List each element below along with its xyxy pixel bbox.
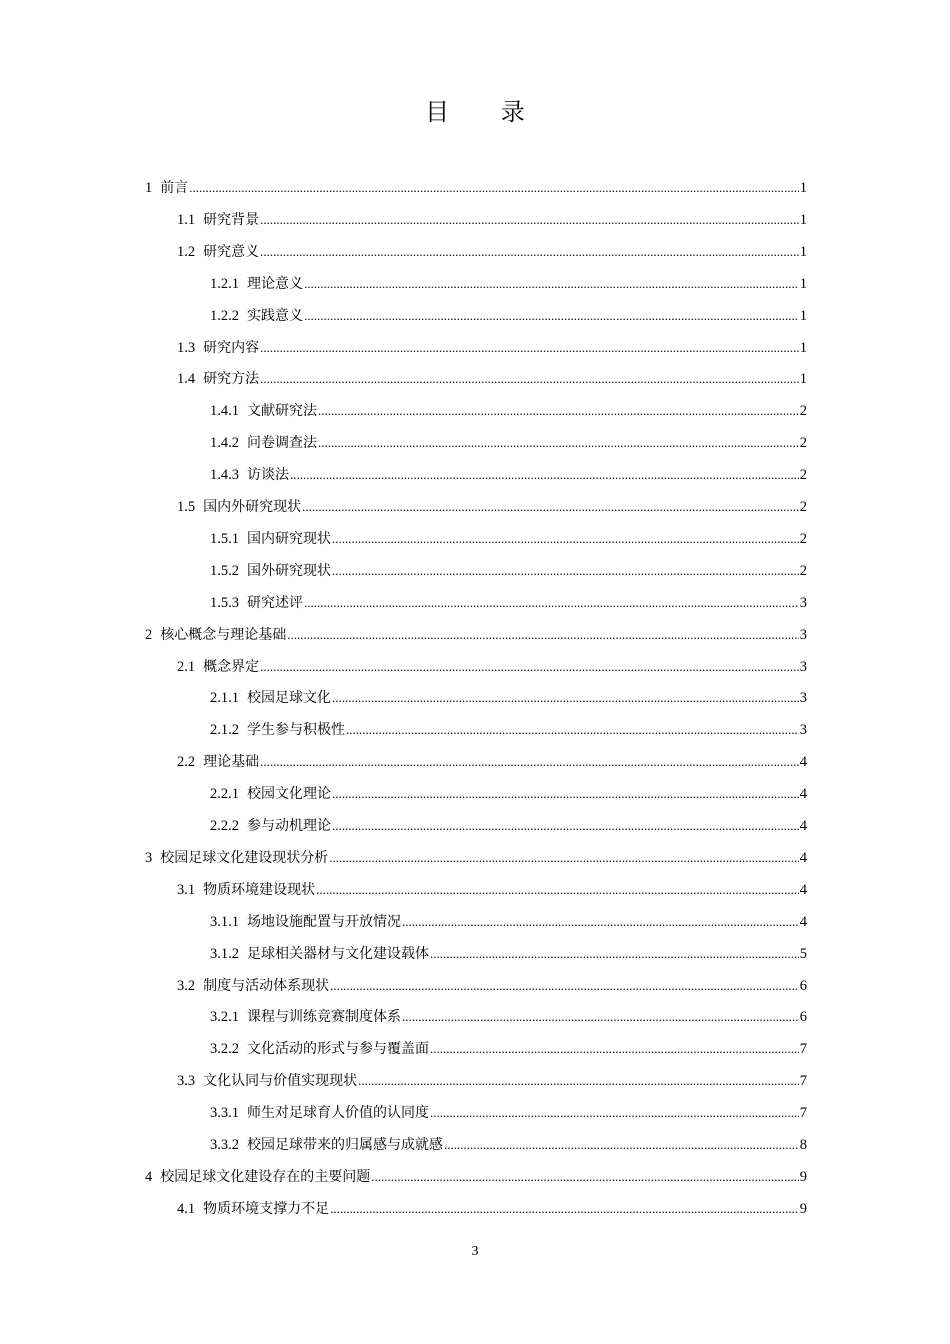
toc-leader-dots (260, 334, 799, 362)
toc-entry-title: 文化活动的形式与参与覆盖面 (247, 1041, 429, 1058)
toc-leader-dots (332, 780, 799, 808)
toc-entry-page: 2 (799, 499, 807, 515)
toc-entry-title: 校园文化理论 (247, 786, 331, 803)
toc-entry-page: 2 (799, 435, 807, 452)
toc-entry-title: 前言 (160, 180, 189, 196)
toc-entry-number: 3.3.2 (210, 1137, 239, 1153)
toc-entry-number: 3.3.1 (210, 1105, 239, 1122)
toc-entry-number: 3.2 (177, 977, 196, 994)
toc-entry[interactable] (177, 238, 807, 266)
toc-entry[interactable] (177, 334, 807, 362)
toc-leader-dots (304, 589, 799, 617)
toc-entry-page: 1 (799, 180, 807, 196)
toc-entry[interactable] (210, 461, 807, 489)
toc-entry[interactable] (210, 940, 807, 968)
toc-leader-dots (330, 1195, 799, 1223)
toc-entry-page: 2 (799, 562, 807, 579)
toc-entry-title: 校园足球文化建设现状分析 (160, 849, 329, 866)
toc-entry[interactable] (210, 302, 807, 330)
toc-entry-page: 4 (799, 786, 807, 803)
toc-entry[interactable] (210, 1099, 807, 1127)
toc-entry[interactable] (177, 972, 807, 1000)
toc-leader-dots (430, 1035, 799, 1063)
toc-leader-dots (318, 397, 799, 425)
toc-entry-page: 9 (799, 1200, 807, 1217)
toc-entry[interactable] (210, 1003, 807, 1031)
toc-entry[interactable] (177, 365, 807, 393)
toc-entry-title: 研究述评 (247, 594, 303, 611)
toc-leader-dots (304, 270, 799, 298)
toc-entry-title: 理论基础 (203, 754, 260, 771)
toc-entry-title: 校园足球带来的归属感与成就感 (247, 1137, 443, 1153)
toc-entry-title: 课程与训练竞赛制度体系 (247, 1009, 401, 1026)
toc-entry-number: 4 (145, 1168, 153, 1185)
toc-entry[interactable] (177, 1067, 807, 1095)
toc-entry-page: 4 (799, 818, 807, 834)
toc-entry-title: 文化认同与价值实现现状 (203, 1073, 358, 1090)
toc-entry-page: 1 (799, 339, 807, 356)
toc-entry-number: 1.2.2 (210, 307, 239, 324)
toc-entry-number: 1.2.1 (210, 275, 239, 292)
toc-entry-page: 4 (799, 849, 807, 866)
toc-entry-page: 4 (799, 754, 807, 771)
toc-entry-title: 概念界定 (203, 658, 260, 675)
toc-leader-dots (260, 238, 799, 266)
toc-entry-page: 4 (799, 913, 807, 930)
toc-entry-number: 1 (145, 180, 153, 196)
toc-entry-page: 2 (799, 530, 807, 547)
toc-leader-dots (332, 557, 799, 585)
toc-leader-dots (330, 972, 799, 1000)
toc-entry-number: 3.1.1 (210, 913, 239, 930)
toc-leader-dots (329, 844, 799, 872)
toc-leader-dots (304, 302, 799, 330)
toc-entry-number: 4.1 (177, 1200, 196, 1217)
toc-entry-number: 1.5.1 (210, 530, 239, 547)
toc-entry-page: 1 (799, 275, 807, 292)
toc-entry-number: 2.1 (177, 658, 196, 675)
toc-title: 目 录 (425, 98, 547, 126)
toc-entry-page: 3 (799, 722, 807, 739)
toc-entry-title: 师生对足球育人价值的认同度 (247, 1105, 429, 1122)
toc-entry[interactable] (177, 653, 807, 681)
toc-entry-number: 3.2.1 (210, 1009, 239, 1026)
toc-entry-title: 研究方法 (203, 371, 260, 388)
toc-entry-page: 3 (799, 626, 807, 643)
toc-entry[interactable] (145, 621, 807, 649)
toc-entry-title: 物质环境建设现状 (203, 881, 316, 898)
toc-entry-number: 1.3 (177, 339, 196, 356)
toc-entry-title: 校园足球文化 (247, 690, 331, 707)
toc-entry-number: 3.3 (177, 1073, 196, 1090)
toc-entry-number: 1.4.1 (210, 403, 239, 420)
toc-leader-dots (318, 429, 799, 457)
toc-entry-page: 1 (799, 211, 807, 228)
toc-entry[interactable] (210, 429, 807, 457)
toc-entry[interactable] (210, 1035, 807, 1063)
toc-entry-page: 7 (799, 1105, 807, 1122)
toc-entry[interactable] (210, 589, 807, 617)
toc-entry[interactable] (145, 1163, 807, 1191)
toc-leader-dots (371, 1163, 799, 1191)
toc-entry-page: 1 (799, 307, 807, 324)
toc-entry-page: 3 (799, 594, 807, 611)
toc-entry[interactable] (210, 1131, 807, 1159)
toc-entry[interactable] (210, 780, 807, 808)
toc-entry[interactable] (177, 748, 807, 776)
toc-leader-dots (260, 653, 799, 681)
toc-entry-title: 足球相关器材与文化建设载体 (247, 945, 429, 962)
toc-entry-title: 研究背景 (203, 211, 260, 228)
toc-entry-title: 场地设施配置与开放情况 (247, 913, 401, 930)
toc-entry-number: 1.4 (177, 371, 196, 388)
toc-entry-title: 学生参与积极性 (247, 722, 345, 739)
toc-entry-number: 2 (145, 626, 153, 643)
toc-entry-title: 参与动机理论 (247, 818, 331, 834)
toc-entry[interactable] (177, 206, 807, 234)
toc-entry-page: 3 (799, 690, 807, 707)
toc-entry-number: 2.1.1 (210, 690, 239, 707)
toc-entry-title: 理论意义 (247, 275, 303, 292)
toc-entry[interactable] (210, 525, 807, 553)
toc-entry[interactable] (210, 397, 807, 425)
toc-entry-number: 3 (145, 849, 153, 866)
toc-entry-number: 1.5.2 (210, 562, 239, 579)
toc-entry[interactable] (210, 557, 807, 585)
toc-entry[interactable] (177, 876, 807, 904)
toc-entry-title: 国内研究现状 (247, 530, 331, 547)
toc-entry-page: 2 (799, 467, 807, 484)
toc-entry-number: 1.5 (177, 499, 196, 515)
toc-entry-number: 1.4.2 (210, 435, 239, 452)
toc-entry-page: 5 (799, 945, 807, 962)
toc-leader-dots (332, 684, 799, 712)
toc-leader-dots (260, 365, 799, 393)
toc-entry[interactable] (210, 812, 807, 840)
toc-leader-dots (402, 1003, 799, 1031)
toc-entry-page: 9 (799, 1168, 807, 1185)
toc-entry-title: 物质环境支撑力不足 (203, 1200, 330, 1217)
toc-entry-title: 文献研究法 (247, 403, 317, 420)
toc-entry-page: 7 (799, 1073, 807, 1090)
toc-entry-page: 1 (799, 371, 807, 388)
toc-entry-title: 校园足球文化建设存在的主要问题 (160, 1168, 371, 1185)
toc-entry-number: 2.2.1 (210, 786, 239, 803)
toc-entry-page: 3 (799, 658, 807, 675)
toc-entry[interactable] (145, 174, 807, 202)
toc-leader-dots (260, 206, 799, 234)
toc-leader-dots (346, 716, 799, 744)
toc-leader-dots (332, 525, 799, 553)
toc-entry-title: 访谈法 (247, 467, 289, 484)
toc-leader-dots (290, 461, 799, 489)
toc-entry-page: 1 (799, 243, 807, 260)
toc-entry-number: 3.1.2 (210, 945, 239, 962)
toc-entry-title: 核心概念与理论基础 (160, 626, 287, 643)
toc-entry-title: 制度与活动体系现状 (203, 977, 330, 994)
toc-entry[interactable] (210, 270, 807, 298)
toc-entry-title: 研究意义 (203, 243, 260, 260)
toc-entry-number: 1.4.3 (210, 467, 239, 484)
toc-entry[interactable] (210, 716, 807, 744)
toc-entry[interactable] (210, 908, 807, 936)
toc-entry-title: 国内外研究现状 (203, 499, 302, 515)
toc-entry-number: 2.2 (177, 754, 196, 771)
toc-leader-dots (358, 1067, 799, 1095)
toc-entry-page: 6 (799, 1009, 807, 1026)
toc-leader-dots (430, 1099, 799, 1127)
toc-entry-number: 2.1.2 (210, 722, 239, 739)
toc-leader-dots (316, 876, 799, 904)
toc-entry[interactable] (210, 684, 807, 712)
toc-leader-dots (444, 1131, 799, 1159)
page-number: 3 (471, 1244, 479, 1259)
toc-entry-page: 6 (799, 977, 807, 994)
toc-entry-number: 3.1 (177, 881, 196, 898)
toc-entry[interactable] (145, 844, 807, 872)
toc-entry-number: 1.5.3 (210, 594, 239, 611)
toc-entry-title: 研究内容 (203, 339, 260, 356)
toc-entry[interactable] (177, 493, 807, 521)
toc-entry-page: 8 (799, 1137, 807, 1153)
toc-entry-page: 4 (799, 881, 807, 898)
toc-leader-dots (302, 493, 799, 521)
toc-leader-dots (430, 940, 799, 968)
toc-entry[interactable] (177, 1195, 807, 1223)
toc-entry-number: 1.1 (177, 211, 196, 228)
toc-leader-dots (260, 748, 799, 776)
toc-entry-page: 7 (799, 1041, 807, 1058)
toc-entry-number: 1.2 (177, 243, 196, 260)
toc-entry-number: 3.2.2 (210, 1041, 239, 1058)
toc-entry-title: 国外研究现状 (247, 562, 331, 579)
toc-entry-title: 实践意义 (247, 307, 303, 324)
toc-entry-title: 问卷调查法 (247, 435, 317, 452)
toc-entry-page: 2 (799, 403, 807, 420)
toc-leader-dots (332, 812, 799, 840)
toc-leader-dots (402, 908, 799, 936)
toc-entry-number: 2.2.2 (210, 818, 239, 834)
toc-leader-dots (287, 621, 799, 649)
toc-leader-dots (189, 174, 799, 202)
